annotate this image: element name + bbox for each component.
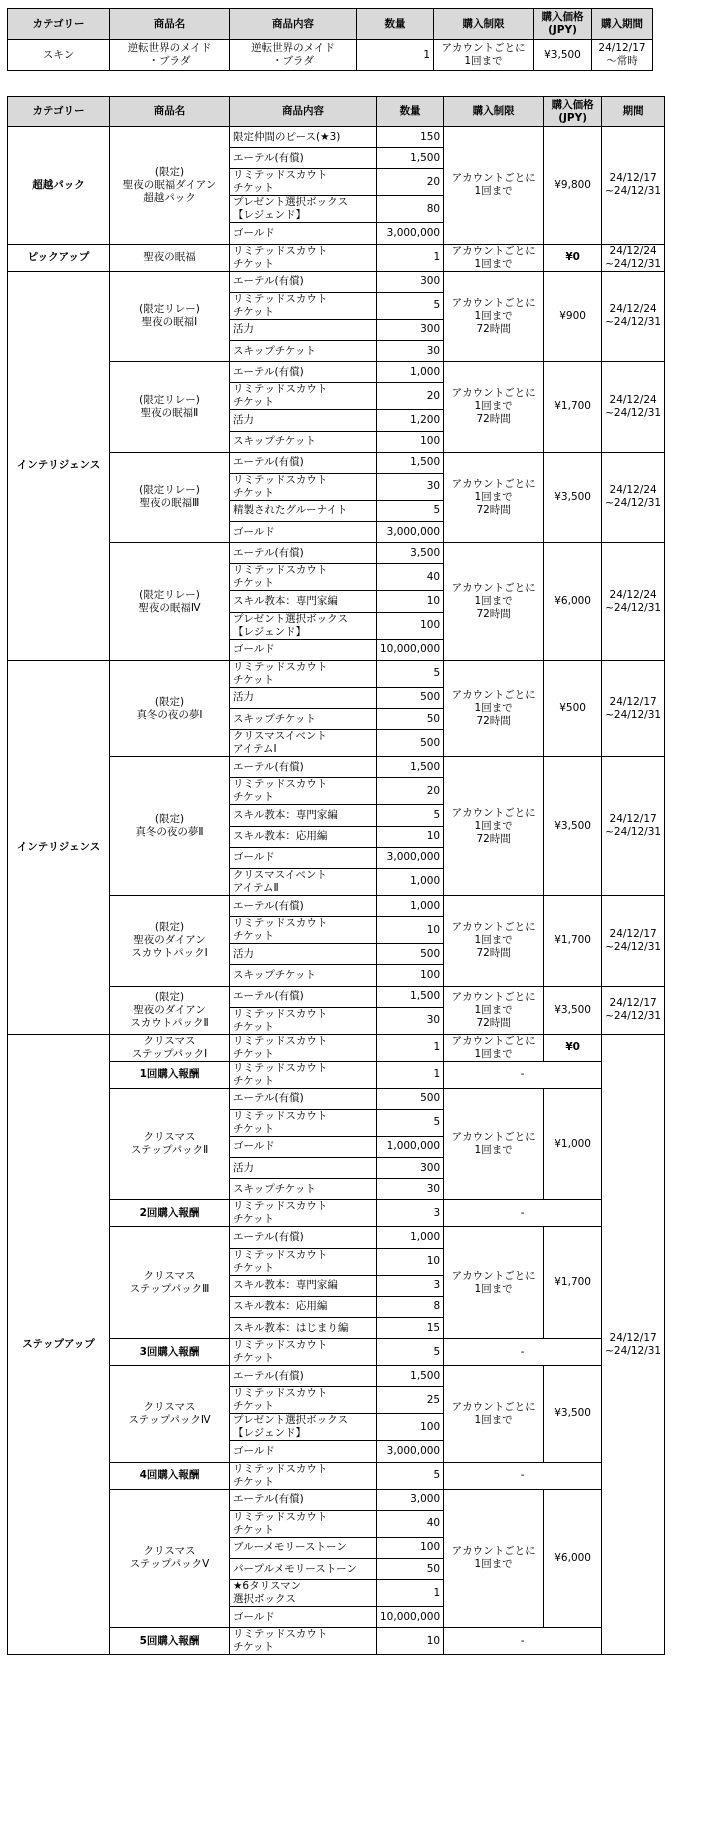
item-qty: 80 xyxy=(377,196,444,223)
purchase-limit: アカウントごとに 1回まで 72時間 xyxy=(444,271,544,362)
product-name: (限定リレー) 聖夜の眠福Ⅰ xyxy=(110,271,230,362)
purchase-limit: アカウントごとに 1回まで 72時間 xyxy=(444,757,544,896)
item-qty: 500 xyxy=(377,1088,444,1109)
item-name: リミテッドスカウト チケット xyxy=(230,1387,377,1414)
item-name: ゴールド xyxy=(230,1441,377,1462)
price: ¥6,000 xyxy=(544,1489,602,1628)
item-name: エーテル(有償) xyxy=(230,271,377,292)
limit-dash: - xyxy=(444,1339,602,1366)
skin-content: 逆転世界のメイド ・ブラダ xyxy=(230,40,357,71)
pack-table xyxy=(7,96,665,1655)
item-name: リミテッドスカウト チケット xyxy=(230,383,377,410)
header-content: 商品内容 xyxy=(230,9,357,40)
category-cell: 超越パック xyxy=(8,127,110,245)
product-name: 3回購入報酬 xyxy=(110,1339,230,1366)
price: ¥1,000 xyxy=(544,1088,602,1200)
skin-category: スキン xyxy=(8,40,110,71)
item-qty: 300 xyxy=(377,1158,444,1179)
item-qty: 5 xyxy=(377,500,444,521)
item-name: リミテッドスカウト チケット xyxy=(230,169,377,196)
item-name: ゴールド xyxy=(230,223,377,244)
period: 24/12/17 ~24/12/31 xyxy=(602,660,665,756)
item-qty: 15 xyxy=(377,1318,444,1339)
price: ¥0 xyxy=(544,244,602,271)
product-name: クリスマス ステップパックⅢ xyxy=(110,1227,230,1339)
item-qty: 10,000,000 xyxy=(377,1607,444,1628)
item-name: クリスマスイベント アイテムⅠ xyxy=(230,730,377,757)
item-name: エーテル(有償) xyxy=(230,362,377,383)
item-qty: 5 xyxy=(377,1109,444,1136)
item-name: ゴールド xyxy=(230,847,377,868)
price: ¥3,500 xyxy=(544,1366,602,1462)
product-name: クリスマス ステップパックⅣ xyxy=(110,1366,230,1462)
item-name: スキル教本：はじまり編 xyxy=(230,1318,377,1339)
item-name: スキップチケット xyxy=(230,709,377,730)
table-row xyxy=(8,660,665,687)
product-name: 4回購入報酬 xyxy=(110,1462,230,1489)
product-name: (限定) 真冬の夜の夢Ⅰ xyxy=(110,660,230,756)
item-name: エーテル(有償) xyxy=(230,1366,377,1387)
header-qty: 数量 xyxy=(357,9,434,40)
header-price: 購入価格 (JPY) xyxy=(544,97,602,127)
item-name: パープルメモリーストーン xyxy=(230,1558,377,1579)
purchase-limit: アカウントごとに 1回まで xyxy=(444,1489,544,1628)
item-name: リミテッドスカウト チケット xyxy=(230,1510,377,1537)
item-name: スキル教本：専門家編 xyxy=(230,1275,377,1296)
item-name: 活力 xyxy=(230,1158,377,1179)
header-name: 商品名 xyxy=(110,97,230,127)
item-qty: 1,500 xyxy=(377,757,444,778)
item-name: ゴールド xyxy=(230,1136,377,1157)
purchase-limit: アカウントごとに 1回まで xyxy=(444,244,544,271)
item-name: エーテル(有償) xyxy=(230,1227,377,1248)
item-qty: 3,000,000 xyxy=(377,847,444,868)
item-name: ゴールド xyxy=(230,639,377,660)
header-category: カテゴリー xyxy=(8,97,110,127)
header-period: 期間 xyxy=(602,97,665,127)
price: ¥3,500 xyxy=(544,986,602,1034)
item-qty: 30 xyxy=(377,340,444,361)
item-qty: 150 xyxy=(377,127,444,148)
item-qty: 10 xyxy=(377,826,444,847)
price: ¥9,800 xyxy=(544,127,602,245)
period: 24/12/17 ~24/12/31 xyxy=(602,986,665,1034)
skin-name: 逆転世界のメイド ・ブラダ xyxy=(110,40,230,71)
period: 24/12/24 ~24/12/31 xyxy=(602,452,665,543)
item-qty: 30 xyxy=(377,1007,444,1034)
purchase-limit: アカウントごとに 1回まで xyxy=(444,1034,544,1061)
price: ¥3,500 xyxy=(544,452,602,543)
item-qty: 10 xyxy=(377,591,444,612)
limit-dash: - xyxy=(444,1462,602,1489)
purchase-limit: アカウントごとに 1回まで 72時間 xyxy=(444,895,544,986)
item-qty: 500 xyxy=(377,687,444,708)
price: ¥0 xyxy=(544,1034,602,1061)
header-limit: 購入制限 xyxy=(444,97,544,127)
item-name: スキル教本：応用編 xyxy=(230,1296,377,1317)
item-qty: 100 xyxy=(377,431,444,452)
item-name: スキル教本：専門家編 xyxy=(230,805,377,826)
item-qty: 5 xyxy=(377,1339,444,1366)
item-name: ゴールド xyxy=(230,522,377,543)
item-name: エーテル(有償) xyxy=(230,452,377,473)
item-qty: 5 xyxy=(377,805,444,826)
header-name: 商品名 xyxy=(110,9,230,40)
item-name: リミテッドスカウト チケット xyxy=(230,1109,377,1136)
item-name: スキップチケット xyxy=(230,965,377,986)
item-name: 活力 xyxy=(230,410,377,431)
item-name: リミテッドスカウト チケット xyxy=(230,473,377,500)
item-qty: 1,000,000 xyxy=(377,1136,444,1157)
item-qty: 3,000,000 xyxy=(377,522,444,543)
purchase-limit: アカウントごとに 1回まで 72時間 xyxy=(444,660,544,756)
item-qty: 30 xyxy=(377,473,444,500)
item-name: スキル教本：応用編 xyxy=(230,826,377,847)
category-cell: ピックアップ xyxy=(8,244,110,271)
product-name: (限定) 聖夜のダイアン スカウトパックⅠ xyxy=(110,895,230,986)
purchase-limit: アカウントごとに 1回まで xyxy=(444,1088,544,1200)
item-name: 活力 xyxy=(230,319,377,340)
item-qty: 5 xyxy=(377,1462,444,1489)
period: 24/12/17 ~24/12/31 xyxy=(602,895,665,986)
table-row xyxy=(8,1034,665,1061)
item-qty: 100 xyxy=(377,612,444,639)
table-row xyxy=(8,244,665,271)
header-content: 商品内容 xyxy=(230,97,377,127)
item-qty: 1,500 xyxy=(377,148,444,169)
skin-table xyxy=(7,8,653,71)
price: ¥1,700 xyxy=(544,1227,602,1339)
item-name: 限定仲間のピース(★3) xyxy=(230,127,377,148)
item-name: プレゼント選択ボックス 【レジェンド】 xyxy=(230,196,377,223)
item-qty: 8 xyxy=(377,1296,444,1317)
item-qty: 3,000,000 xyxy=(377,1441,444,1462)
item-qty: 1,500 xyxy=(377,1366,444,1387)
limit-dash: - xyxy=(444,1061,602,1088)
item-qty: 500 xyxy=(377,730,444,757)
category-cell: ステップアップ xyxy=(8,1034,110,1655)
purchase-limit: アカウントごとに 1回まで 72時間 xyxy=(444,452,544,543)
item-name: プレゼント選択ボックス 【レジェンド】 xyxy=(230,612,377,639)
period: 24/12/24 ~24/12/31 xyxy=(602,362,665,453)
item-name: エーテル(有償) xyxy=(230,148,377,169)
item-qty: 20 xyxy=(377,383,444,410)
period: 24/12/17 ~24/12/31 xyxy=(602,757,665,896)
item-name: エーテル(有償) xyxy=(230,895,377,916)
step-period: 24/12/17 ~24/12/31 xyxy=(602,1034,665,1655)
period: 24/12/24 ~24/12/31 xyxy=(602,271,665,362)
item-qty: 25 xyxy=(377,1387,444,1414)
item-name: エーテル(有償) xyxy=(230,757,377,778)
item-qty: 1 xyxy=(377,1580,444,1607)
item-qty: 3,500 xyxy=(377,543,444,564)
header-period: 購入期間 xyxy=(592,9,653,40)
product-name: (限定リレー) 聖夜の眠福Ⅲ xyxy=(110,452,230,543)
item-name: リミテッドスカウト チケット xyxy=(230,1248,377,1275)
skin-limit: アカウントごとに 1回まで xyxy=(434,40,534,71)
item-qty: 1 xyxy=(377,1061,444,1088)
item-qty: 3 xyxy=(377,1200,444,1227)
purchase-limit: アカウントごとに 1回まで xyxy=(444,1366,544,1462)
price: ¥6,000 xyxy=(544,543,602,661)
product-name: 聖夜の眠福 xyxy=(110,244,230,271)
item-qty: 5 xyxy=(377,660,444,687)
purchase-limit: アカウントごとに 1回まで 72時間 xyxy=(444,543,544,661)
product-name: 2回購入報酬 xyxy=(110,1200,230,1227)
table-row xyxy=(8,127,665,148)
item-qty: 10 xyxy=(377,917,444,944)
item-name: リミテッドスカウト チケット xyxy=(230,1462,377,1489)
header-category: カテゴリー xyxy=(8,9,110,40)
purchase-limit: アカウントごとに 1回まで xyxy=(444,127,544,245)
item-name: ゴールド xyxy=(230,1607,377,1628)
item-name: エーテル(有償) xyxy=(230,1489,377,1510)
period: 24/12/24 ~24/12/31 xyxy=(602,244,665,271)
item-name: リミテッドスカウト チケット xyxy=(230,292,377,319)
item-qty: 100 xyxy=(377,1414,444,1441)
price: ¥1,700 xyxy=(544,362,602,453)
item-qty: 50 xyxy=(377,1558,444,1579)
item-name: エーテル(有償) xyxy=(230,543,377,564)
item-name: エーテル(有償) xyxy=(230,986,377,1007)
item-qty: 40 xyxy=(377,1510,444,1537)
item-qty: 300 xyxy=(377,271,444,292)
item-qty: 3,000,000 xyxy=(377,223,444,244)
item-name: リミテッドスカウト チケット xyxy=(230,1007,377,1034)
item-qty: 50 xyxy=(377,709,444,730)
category-cell: インテリジェンス xyxy=(8,271,110,660)
item-qty: 1 xyxy=(377,1034,444,1061)
item-name: リミテッドスカウト チケット xyxy=(230,244,377,271)
item-qty: 100 xyxy=(377,1537,444,1558)
category-cell: インテリジェンス xyxy=(8,660,110,1034)
skin-period: 24/12/17 ～常時 xyxy=(592,40,653,71)
item-qty: 30 xyxy=(377,1179,444,1200)
item-name: スキップチケット xyxy=(230,431,377,452)
item-name: 活力 xyxy=(230,687,377,708)
item-qty: 1,500 xyxy=(377,986,444,1007)
item-qty: 1,500 xyxy=(377,452,444,473)
limit-dash: - xyxy=(444,1628,602,1655)
product-name: クリスマス ステップパックⅤ xyxy=(110,1489,230,1628)
item-qty: 20 xyxy=(377,778,444,805)
item-qty: 100 xyxy=(377,965,444,986)
item-name: 活力 xyxy=(230,944,377,965)
item-name: ★6タリスマン 選択ボックス xyxy=(230,1580,377,1607)
item-qty: 1,000 xyxy=(377,895,444,916)
item-name: リミテッドスカウト チケット xyxy=(230,1200,377,1227)
product-name: クリスマス ステップパックⅡ xyxy=(110,1088,230,1200)
item-name: クリスマスイベント アイテムⅡ xyxy=(230,868,377,895)
product-name: (限定) 聖夜の眠福ダイアン 超越パック xyxy=(110,127,230,245)
item-qty: 10,000,000 xyxy=(377,639,444,660)
item-qty: 300 xyxy=(377,319,444,340)
period: 24/12/24 ~24/12/31 xyxy=(602,543,665,661)
item-qty: 10 xyxy=(377,1628,444,1655)
item-name: エーテル(有償) xyxy=(230,1088,377,1109)
product-name: (限定) 真冬の夜の夢Ⅱ xyxy=(110,757,230,896)
header-price: 購入価格 (JPY) xyxy=(534,9,592,40)
item-name: リミテッドスカウト チケット xyxy=(230,660,377,687)
product-name: (限定) 聖夜のダイアン スカウトパックⅡ xyxy=(110,986,230,1034)
header-qty: 数量 xyxy=(377,97,444,127)
item-name: 精製されたグルーナイト xyxy=(230,500,377,521)
item-name: リミテッドスカウト チケット xyxy=(230,1628,377,1655)
item-qty: 1,000 xyxy=(377,362,444,383)
product-name: 1回購入報酬 xyxy=(110,1061,230,1088)
header-limit: 購入制限 xyxy=(434,9,534,40)
purchase-limit: アカウントごとに 1回まで 72時間 xyxy=(444,362,544,453)
skin-qty: 1 xyxy=(357,40,434,71)
price: ¥900 xyxy=(544,271,602,362)
item-qty: 3,000 xyxy=(377,1489,444,1510)
item-name: スキル教本：専門家編 xyxy=(230,591,377,612)
price: ¥1,700 xyxy=(544,895,602,986)
item-name: リミテッドスカウト チケット xyxy=(230,1339,377,1366)
item-qty: 500 xyxy=(377,944,444,965)
price: ¥3,500 xyxy=(544,757,602,896)
purchase-limit: アカウントごとに 1回まで 72時間 xyxy=(444,986,544,1034)
item-qty: 40 xyxy=(377,564,444,591)
item-name: リミテッドスカウト チケット xyxy=(230,564,377,591)
item-qty: 1,000 xyxy=(377,1227,444,1248)
purchase-limit: アカウントごとに 1回まで xyxy=(444,1227,544,1339)
price: ¥500 xyxy=(544,660,602,756)
item-name: プレゼント選択ボックス 【レジェンド】 xyxy=(230,1414,377,1441)
product-name: (限定リレー) 聖夜の眠福Ⅳ xyxy=(110,543,230,661)
item-name: ブルーメモリーストーン xyxy=(230,1537,377,1558)
item-qty: 5 xyxy=(377,292,444,319)
product-name: (限定リレー) 聖夜の眠福Ⅱ xyxy=(110,362,230,453)
period: 24/12/17 ~24/12/31 xyxy=(602,127,665,245)
item-name: スキップチケット xyxy=(230,340,377,361)
limit-dash: - xyxy=(444,1200,602,1227)
product-name: 5回購入報酬 xyxy=(110,1628,230,1655)
table-row xyxy=(8,271,665,292)
skin-price: ¥3,500 xyxy=(534,40,592,71)
item-name: リミテッドスカウト チケット xyxy=(230,778,377,805)
item-qty: 3 xyxy=(377,1275,444,1296)
item-qty: 1,000 xyxy=(377,868,444,895)
item-name: リミテッドスカウト チケット xyxy=(230,1034,377,1061)
item-name: スキップチケット xyxy=(230,1179,377,1200)
item-qty: 20 xyxy=(377,169,444,196)
product-name: クリスマス ステップパックⅠ xyxy=(110,1034,230,1061)
item-qty: 1 xyxy=(377,244,444,271)
item-qty: 10 xyxy=(377,1248,444,1275)
item-name: リミテッドスカウト チケット xyxy=(230,917,377,944)
item-qty: 1,200 xyxy=(377,410,444,431)
item-name: リミテッドスカウト チケット xyxy=(230,1061,377,1088)
